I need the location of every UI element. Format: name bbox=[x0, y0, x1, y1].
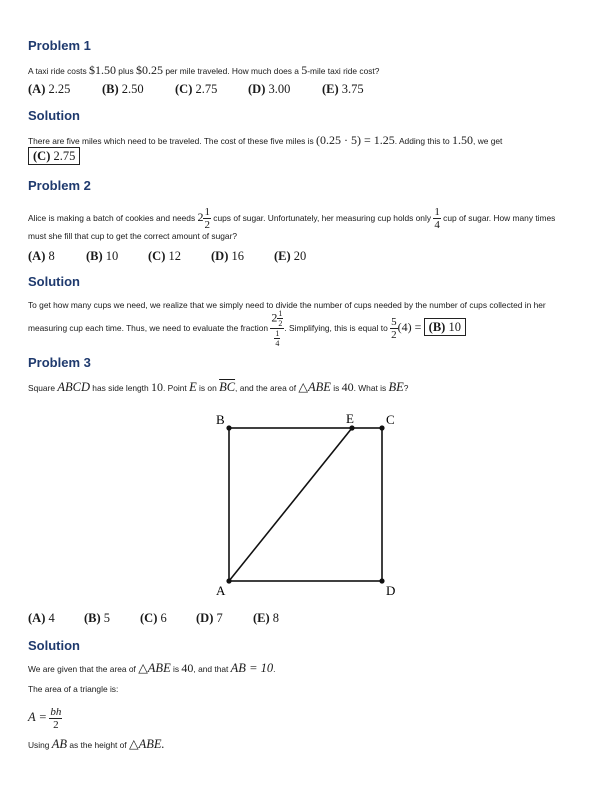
problem-3-solution-heading: Solution bbox=[28, 638, 80, 653]
problem-1-solution-text: There are five miles which need to be traveled. The cost of these five miles is (0.25 · 5) = 1.25. Adding this to 1.50, we get bbox=[28, 133, 503, 147]
label-b: B bbox=[216, 412, 225, 427]
problem-1-solution-heading: Solution bbox=[28, 108, 80, 123]
problem-3-solution-text-2: The area of a triangle is: bbox=[28, 684, 119, 694]
problem-1-answer-box: (C) 2.75 bbox=[28, 147, 80, 165]
problem-2-choices: (A) 8 (B) 10 (C) 12 (D) 16 (E) 20 bbox=[28, 249, 307, 263]
problem-2-question: Alice is making a batch of cookies and needs 2 $\frac{1}{2}$ cups of sugar. Unfortunately, her measuring cup holds only $\frac{1}{4}$ cup of sugar. How many times bbox=[28, 205, 556, 231]
label-d: D bbox=[386, 583, 396, 598]
point-b bbox=[226, 425, 231, 430]
choice-e: (E) 3.75 bbox=[322, 82, 364, 96]
problem-3-solution-text: We are given that the area of △ABE is 40, and that AB = 10. bbox=[28, 661, 276, 675]
problem-1-choices bbox=[28, 82, 364, 97]
problem-3-question: Square ABCD has side length 10. Point E is on $\overline{BC}$, and the area of △ABE is 40. What is BE? bbox=[28, 380, 409, 394]
problem-1-question: A taxi ride costs $1.50 plus $0.25 per mile traveled. How much does a 5-mile taxi ride cost? bbox=[28, 63, 380, 77]
complex-fraction: 2 $\frac{1}{2}$ $\frac{1}{4}$ bbox=[271, 308, 283, 348]
choice-b: (B) 2.50 bbox=[102, 82, 144, 96]
problem-2-solution-text-2: measuring cup each time. Thus, we need to evaluate the fraction 2 $\frac{1}{2}$ $\frac{1}{4}$ . Simplifying, this is equal to $\frac{5}{2}$ (4) = (B) 10 bbox=[28, 309, 466, 348]
mixed-fraction: $\frac{1}{2}$ bbox=[204, 205, 210, 231]
problem-3-choices: (A) 4 (B) 5 (C) 6 (D) 7 (E) 8 bbox=[28, 611, 280, 625]
point-d bbox=[379, 578, 384, 583]
problem-2-solution-heading: Solution bbox=[28, 274, 80, 289]
point-c bbox=[379, 425, 384, 430]
segment-ae bbox=[229, 428, 352, 581]
problem-2-solution-text: To get how many cups we need, we realize that we simply need to divide the number of cups needed by the number of cups collected in her bbox=[28, 300, 546, 310]
label-a: A bbox=[216, 583, 226, 598]
square-diagram bbox=[208, 405, 428, 600]
problem-3-heading: Problem 3 bbox=[28, 355, 91, 370]
point-a bbox=[226, 578, 231, 583]
quarter-fraction: $\frac{1}{4}$ bbox=[434, 205, 440, 231]
problem-3-solution-text-3: Using AB as the height of △ABE. bbox=[28, 737, 165, 751]
label-e: E bbox=[346, 411, 354, 426]
problem-2-answer-box: (B) 10 bbox=[424, 318, 466, 336]
problem-2-heading: Problem 2 bbox=[28, 178, 91, 193]
choice-a: (A) 2.25 bbox=[28, 82, 71, 96]
choice-c: (C) 2.75 bbox=[175, 82, 218, 96]
point-e bbox=[349, 425, 354, 430]
square-abcd bbox=[229, 428, 382, 581]
label-c: C bbox=[386, 412, 395, 427]
area-formula: A = $\frac{bh}{2}$ bbox=[28, 705, 62, 731]
problem-2-question-cont: must she fill that cup to get the correct amount of sugar? bbox=[28, 231, 238, 241]
problem-1-heading: Problem 1 bbox=[28, 38, 91, 53]
choice-d: (D) 3.00 bbox=[248, 82, 291, 96]
